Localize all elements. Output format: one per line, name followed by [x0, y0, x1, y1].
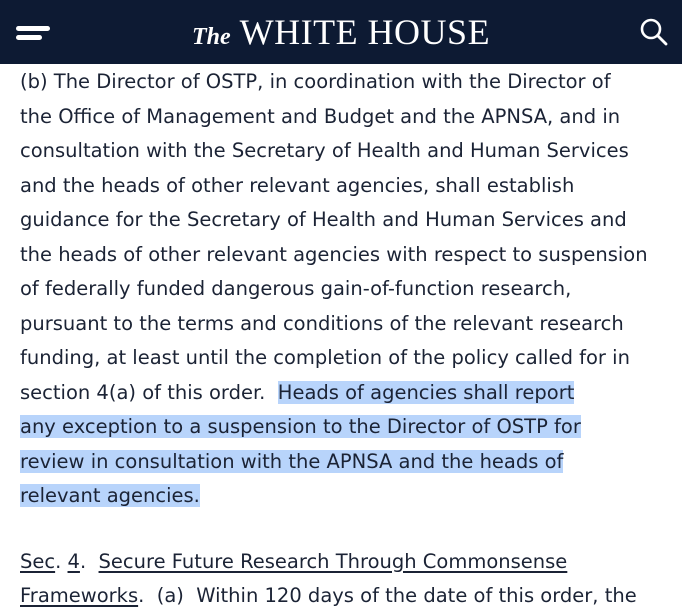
text-segment: . — [55, 549, 68, 573]
section-link[interactable]: Sec — [20, 549, 56, 573]
text-line: pursuant to the terms and conditions of the relevant research — [20, 311, 624, 335]
text-line — [20, 376, 670, 411]
text-line: the Office of Management and Budget and the APNSA, and in — [20, 104, 621, 128]
paragraph-b — [20, 65, 670, 514]
site-logo[interactable] — [192, 11, 490, 53]
text-line: (b) The Director of OSTP, in coordination with the Director of — [20, 70, 611, 93]
search-icon[interactable] — [638, 16, 670, 48]
text-segment: . — [79, 549, 99, 573]
text-line — [20, 545, 670, 580]
document-body — [20, 65, 670, 614]
highlighted-text[interactable]: Heads of agencies shall report — [277, 380, 575, 404]
logo-the: The — [191, 24, 231, 50]
text-line: the heads of other relevant agencies with respect to suspension — [20, 242, 648, 266]
text-line — [20, 479, 670, 514]
logo-name: WHITE HOUSE — [239, 12, 491, 52]
text-line: guidance for the Secretary of Health and Human Services and — [20, 208, 627, 231]
text-line: of federally funded dangerous gain-of-function research, — [20, 277, 572, 300]
section-4 — [20, 545, 670, 614]
highlighted-text[interactable]: any exception to a suspension to the Director of OSTP for — [20, 415, 581, 438]
text-line: and the heads of other relevant agencies, shall establish — [20, 173, 575, 197]
header-bar — [0, 0, 682, 64]
text-segment: . (a) Within 120 days of the date of this order, the — [138, 584, 637, 607]
text-line: funding, at least until the completion of the policy called for in — [20, 346, 630, 369]
text-line — [20, 579, 670, 614]
highlighted-text[interactable]: review in consultation with the APNSA and the heads of — [20, 449, 564, 473]
text-segment: section 4(a) of this order. — [20, 380, 278, 404]
text-line — [20, 445, 670, 480]
menu-icon[interactable] — [16, 22, 52, 44]
text-line: consultation with the Secretary of Health and Human Services — [20, 139, 629, 162]
section-number-link[interactable]: 4 — [67, 549, 80, 573]
highlighted-text[interactable]: relevant agencies. — [20, 484, 200, 507]
section-title-link[interactable]: Frameworks — [20, 584, 139, 607]
text-line — [20, 410, 670, 445]
section-title-link[interactable]: Secure Future Research Through Commonsense — [98, 549, 568, 573]
